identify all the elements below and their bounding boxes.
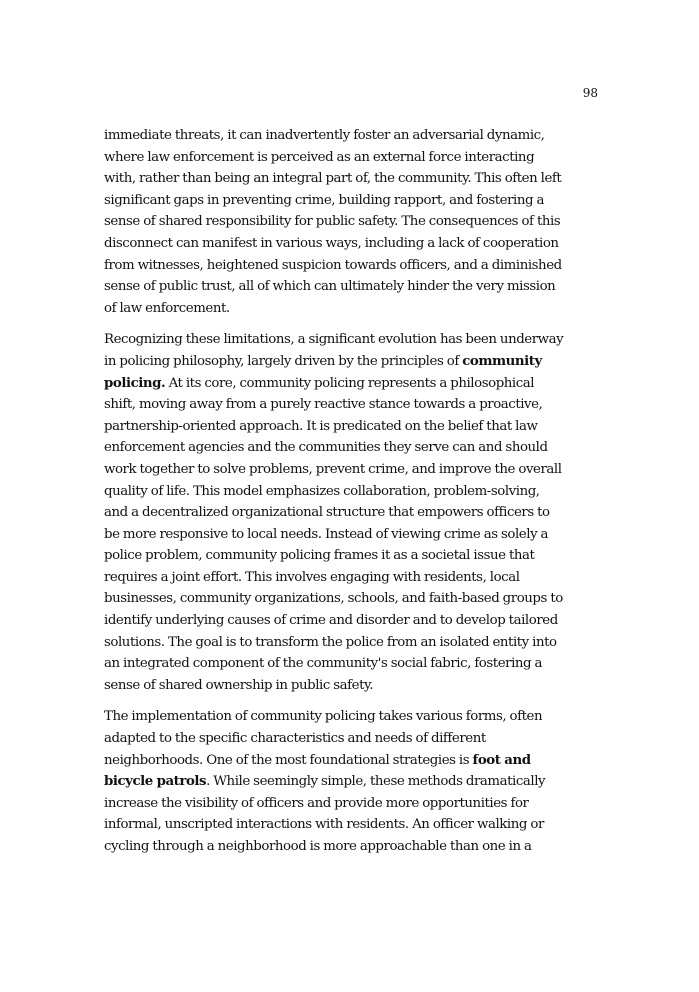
- text-line: [104, 728, 598, 750]
- text-run: of law enforcement.: [104, 300, 230, 316]
- text-line: [104, 459, 598, 481]
- text-line: [104, 211, 598, 233]
- text-run: The implementation of community policing takes various forms, often: [104, 709, 543, 725]
- text-line: [104, 588, 598, 610]
- text-run: increase the visibility of officers and provide more opportunities for: [104, 795, 529, 811]
- paragraph: [104, 125, 598, 319]
- text-run: informal, unscripted interactions with residents. An officer walking or: [104, 817, 544, 833]
- text-run: quality of life. This model emphasizes collaboration, problem-solving,: [104, 483, 540, 499]
- text-run: partnership-oriented approach. It is predicated on the belief that law: [104, 418, 538, 434]
- text-line: [104, 147, 598, 169]
- text-line: [104, 675, 598, 697]
- page-number: 98: [582, 86, 598, 100]
- text-run: requires a joint effort. This involves engaging with residents, local: [104, 569, 520, 585]
- text-line: [104, 255, 598, 277]
- bold-term: bicycle patrols: [104, 773, 207, 790]
- text-run: work together to solve problems, prevent crime, and improve the overall: [104, 461, 562, 477]
- text-run: sense of shared responsibility for public safety. The consequences of this: [104, 214, 561, 230]
- text-line: [104, 329, 598, 351]
- text-run: an integrated component of the community's social fabric, fostering a: [104, 656, 543, 672]
- text-run: cycling through a neighborhood is more approachable than one in a: [104, 839, 532, 854]
- body-text: [104, 125, 598, 868]
- text-line: [104, 298, 598, 320]
- text-line: [104, 373, 598, 395]
- text-line: [104, 793, 598, 815]
- text-run: with, rather than being an integral part of, the community. This often left: [104, 171, 562, 187]
- text-run: immediate threats, it can inadvertently foster an adversarial dynamic,: [104, 128, 545, 143]
- text-line: [104, 437, 598, 459]
- text-run: solutions. The goal is to transform the police from an isolated entity into: [104, 634, 557, 650]
- paragraph: [104, 706, 598, 857]
- text-line: [104, 567, 598, 589]
- text-run: be more responsive to local needs. Instead of viewing crime as solely a: [104, 526, 549, 542]
- text-run: At its core, community policing represents a philosophical: [165, 375, 535, 391]
- text-line: [104, 351, 598, 373]
- text-line: [104, 481, 598, 503]
- text-run: sense of shared ownership in public safety.: [104, 677, 374, 693]
- text-line: [104, 814, 598, 836]
- text-run: enforcement agencies and the communities they serve can and should: [104, 440, 548, 456]
- text-line: [104, 610, 598, 632]
- text-line: [104, 416, 598, 438]
- text-run: from witnesses, heightened suspicion towards officers, and a diminished: [104, 257, 562, 273]
- text-run: adapted to the specific characteristics and needs of different: [104, 731, 486, 747]
- paragraph: [104, 329, 598, 696]
- text-run: businesses, community organizations, schools, and faith-based groups to: [104, 591, 563, 607]
- text-run: and a decentralized organizational structure that empowers officers to: [104, 505, 550, 521]
- text-line: [104, 706, 598, 728]
- text-line: [104, 750, 598, 772]
- text-line: [104, 771, 598, 793]
- text-line: [104, 653, 598, 675]
- bold-term: community: [462, 352, 542, 369]
- text-run: disconnect can manifest in various ways, including a lack of cooperation: [104, 235, 559, 251]
- text-run: police problem, community policing frames it as a societal issue that: [104, 548, 535, 564]
- text-line: [104, 632, 598, 654]
- text-run: neighborhoods. One of the most foundational strategies is: [104, 752, 473, 768]
- text-line: [104, 524, 598, 546]
- text-line: [104, 125, 598, 147]
- text-line: [104, 168, 598, 190]
- text-line: [104, 190, 598, 212]
- text-line: [104, 233, 598, 255]
- text-line: [104, 502, 598, 524]
- text-run: sense of public trust, all of which can ultimately hinder the very mission: [104, 279, 556, 295]
- text-line: [104, 276, 598, 298]
- text-run: identify underlying causes of crime and disorder and to develop tailored: [104, 613, 558, 629]
- text-line: [104, 836, 598, 858]
- bold-term: policing.: [104, 374, 166, 391]
- bold-term: foot and: [472, 751, 531, 768]
- text-line: [104, 545, 598, 567]
- text-run: Recognizing these limitations, a significant evolution has been underway: [104, 332, 564, 348]
- text-run: significant gaps in preventing crime, building rapport, and fostering a: [104, 192, 544, 208]
- text-run: . While seemingly simple, these methods dramatically: [206, 774, 546, 790]
- text-line: [104, 394, 598, 416]
- text-run: where law enforcement is perceived as an external force interacting: [104, 149, 535, 165]
- text-run: shift, moving away from a purely reactive stance towards a proactive,: [104, 397, 543, 413]
- text-run: in policing philosophy, largely driven by the principles of: [104, 353, 463, 369]
